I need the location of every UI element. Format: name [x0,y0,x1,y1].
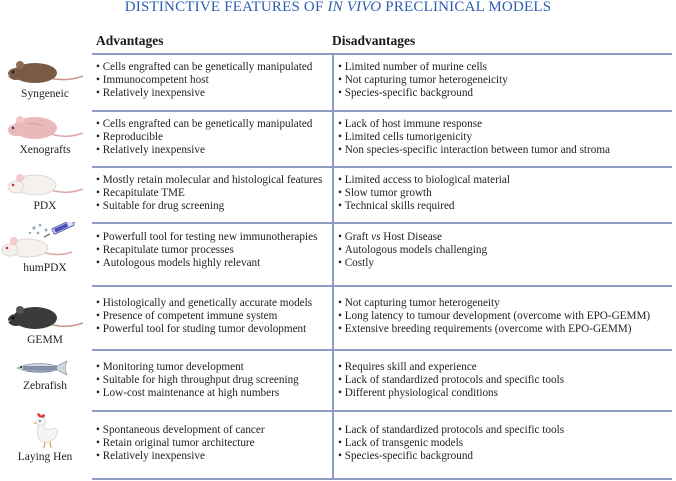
disadvantages-list [338,174,510,214]
list-item: • Relatively inexpensive [96,144,312,157]
list-item: • Recapitulate tumor processes [96,244,317,257]
list-item: • Powerfull tool for testing new immunotherapies [96,231,317,244]
advantages-list [96,61,312,101]
model-name: Xenografts [19,144,71,156]
model-syngeneic [0,56,90,100]
row-divider [92,285,672,287]
list-item [338,231,487,244]
model-humpdx [0,222,90,274]
list-item: • Limited cells tumorigenicity [338,131,610,144]
model-xenografts [0,112,90,156]
list-item: • Reproducible [96,131,312,144]
list-item: • Suitable for drug screening [96,200,322,213]
list-item: • Cells engrafted can be genetically manipulated [96,61,312,74]
list-item: • Extensive breeding requirements (overcome with EPO-GEMM) [338,323,650,336]
list-item: • Limited number of murine cells [338,61,508,74]
humanized-mouse-syringe-icon [0,222,90,260]
model-zebrafish [0,358,90,392]
model-pdx [0,170,90,212]
list-item: • Autologous models challenging [338,244,487,257]
disadvantages-list [338,424,564,464]
list-item: • Mostly retain molecular and histological features [96,174,322,187]
list-item: • Not capturing tumor heterogeneicity [338,74,508,87]
list-item: • Cells engrafted can be genetically manipulated [96,118,312,131]
list-item: • Non species-specific interaction between tumor and stroma [338,144,610,157]
nude-mouse-icon [5,112,85,142]
list-item: • Long latency to tumour development (overcome with EPO-GEMM) [338,310,650,323]
model-gemm [0,302,90,346]
list-item: • Suitable for high throughput drug screening [96,374,299,387]
disadvantages-list [338,297,650,337]
title-text-italic: IN VIVO [327,0,382,15]
advantages-list [96,118,312,158]
list-item: • Lack of host immune response [338,118,610,131]
list-item: • Technical skills required [338,200,510,213]
disadvantages-list [338,361,564,401]
page-title [0,0,676,14]
list-item: • Not capturing tumor heterogeneity [338,297,650,310]
title-text-1: DISTINCTIVE FEATURES OF [124,0,328,15]
text-part-italic: vs [371,231,381,243]
model-name: PDX [33,200,57,212]
disadvantages-header: Disadvantages [332,33,416,48]
advantages-list [96,361,299,401]
column-divider [332,54,334,480]
row-divider [92,110,672,112]
text-part: Host Disease [380,231,442,243]
advantages-header: Advantages [96,33,164,48]
model-name: GEMM [27,334,63,346]
list-item: • Lack of transgenic models [338,437,564,450]
list-item: • Species-specific background [338,450,564,463]
text-part: Graft [344,231,372,243]
list-item: • Different physiological conditions [338,387,564,400]
advantages-list [96,297,312,337]
disadvantages-list [338,118,610,158]
brown-mouse-icon [5,56,85,86]
row-divider [92,349,672,351]
list-item: • Lack of standardized protocols and specific tools [338,424,564,437]
list-item: • Powerful tool for studing tumor devolopment [96,323,312,336]
advantages-list [96,174,322,214]
list-item: • Relatively inexpensive [96,87,312,100]
row-divider [92,410,672,412]
row-divider [92,53,672,55]
list-item: • Retain original tumor architecture [96,437,265,450]
advantages-list [96,424,265,464]
list-item: • Presence of competent immune system [96,310,312,323]
hen-icon [5,413,85,449]
row-divider [92,222,672,224]
list-item: • Lack of standardized protocols and specific tools [338,374,564,387]
model-name: Syngeneic [21,88,69,100]
list-item: • Requires skill and experience [338,361,564,374]
list-item: • Species-specific background [338,87,508,100]
list-item: • Histologically and genetically accurate models [96,297,312,310]
list-item: • Costly [338,257,487,270]
list-item: • Low-cost maintenance at high numbers [96,387,299,400]
title-text-2: PRECLINICAL MODELS [381,0,552,15]
list-item: • Immunocompetent host [96,74,312,87]
list-item: • Limited access to biological material [338,174,510,187]
black-mouse-icon [5,302,85,332]
model-name: Zebrafish [22,380,68,392]
model-name: Laying Hen [17,451,73,463]
disadvantages-list [338,231,487,271]
cells-icon [29,224,48,235]
list-item: • Monitoring tumor development [96,361,299,374]
zebrafish-icon [5,358,85,378]
list-item: • Slow tumor growth [338,187,510,200]
model-name: humPDX [23,262,67,274]
row-divider [92,166,672,168]
list-item: • Relatively inexpensive [96,450,265,463]
list-item: • Autologous models highly relevant [96,257,317,270]
syringe-icon [44,222,80,237]
list-item: • Spontaneous development of cancer [96,424,265,437]
list-item: • Recapitulate TME [96,187,322,200]
disadvantages-list [338,61,508,101]
advantages-list [96,231,317,271]
white-mouse-icon [5,170,85,198]
row-divider [92,478,672,480]
model-laying-hen [0,413,90,463]
